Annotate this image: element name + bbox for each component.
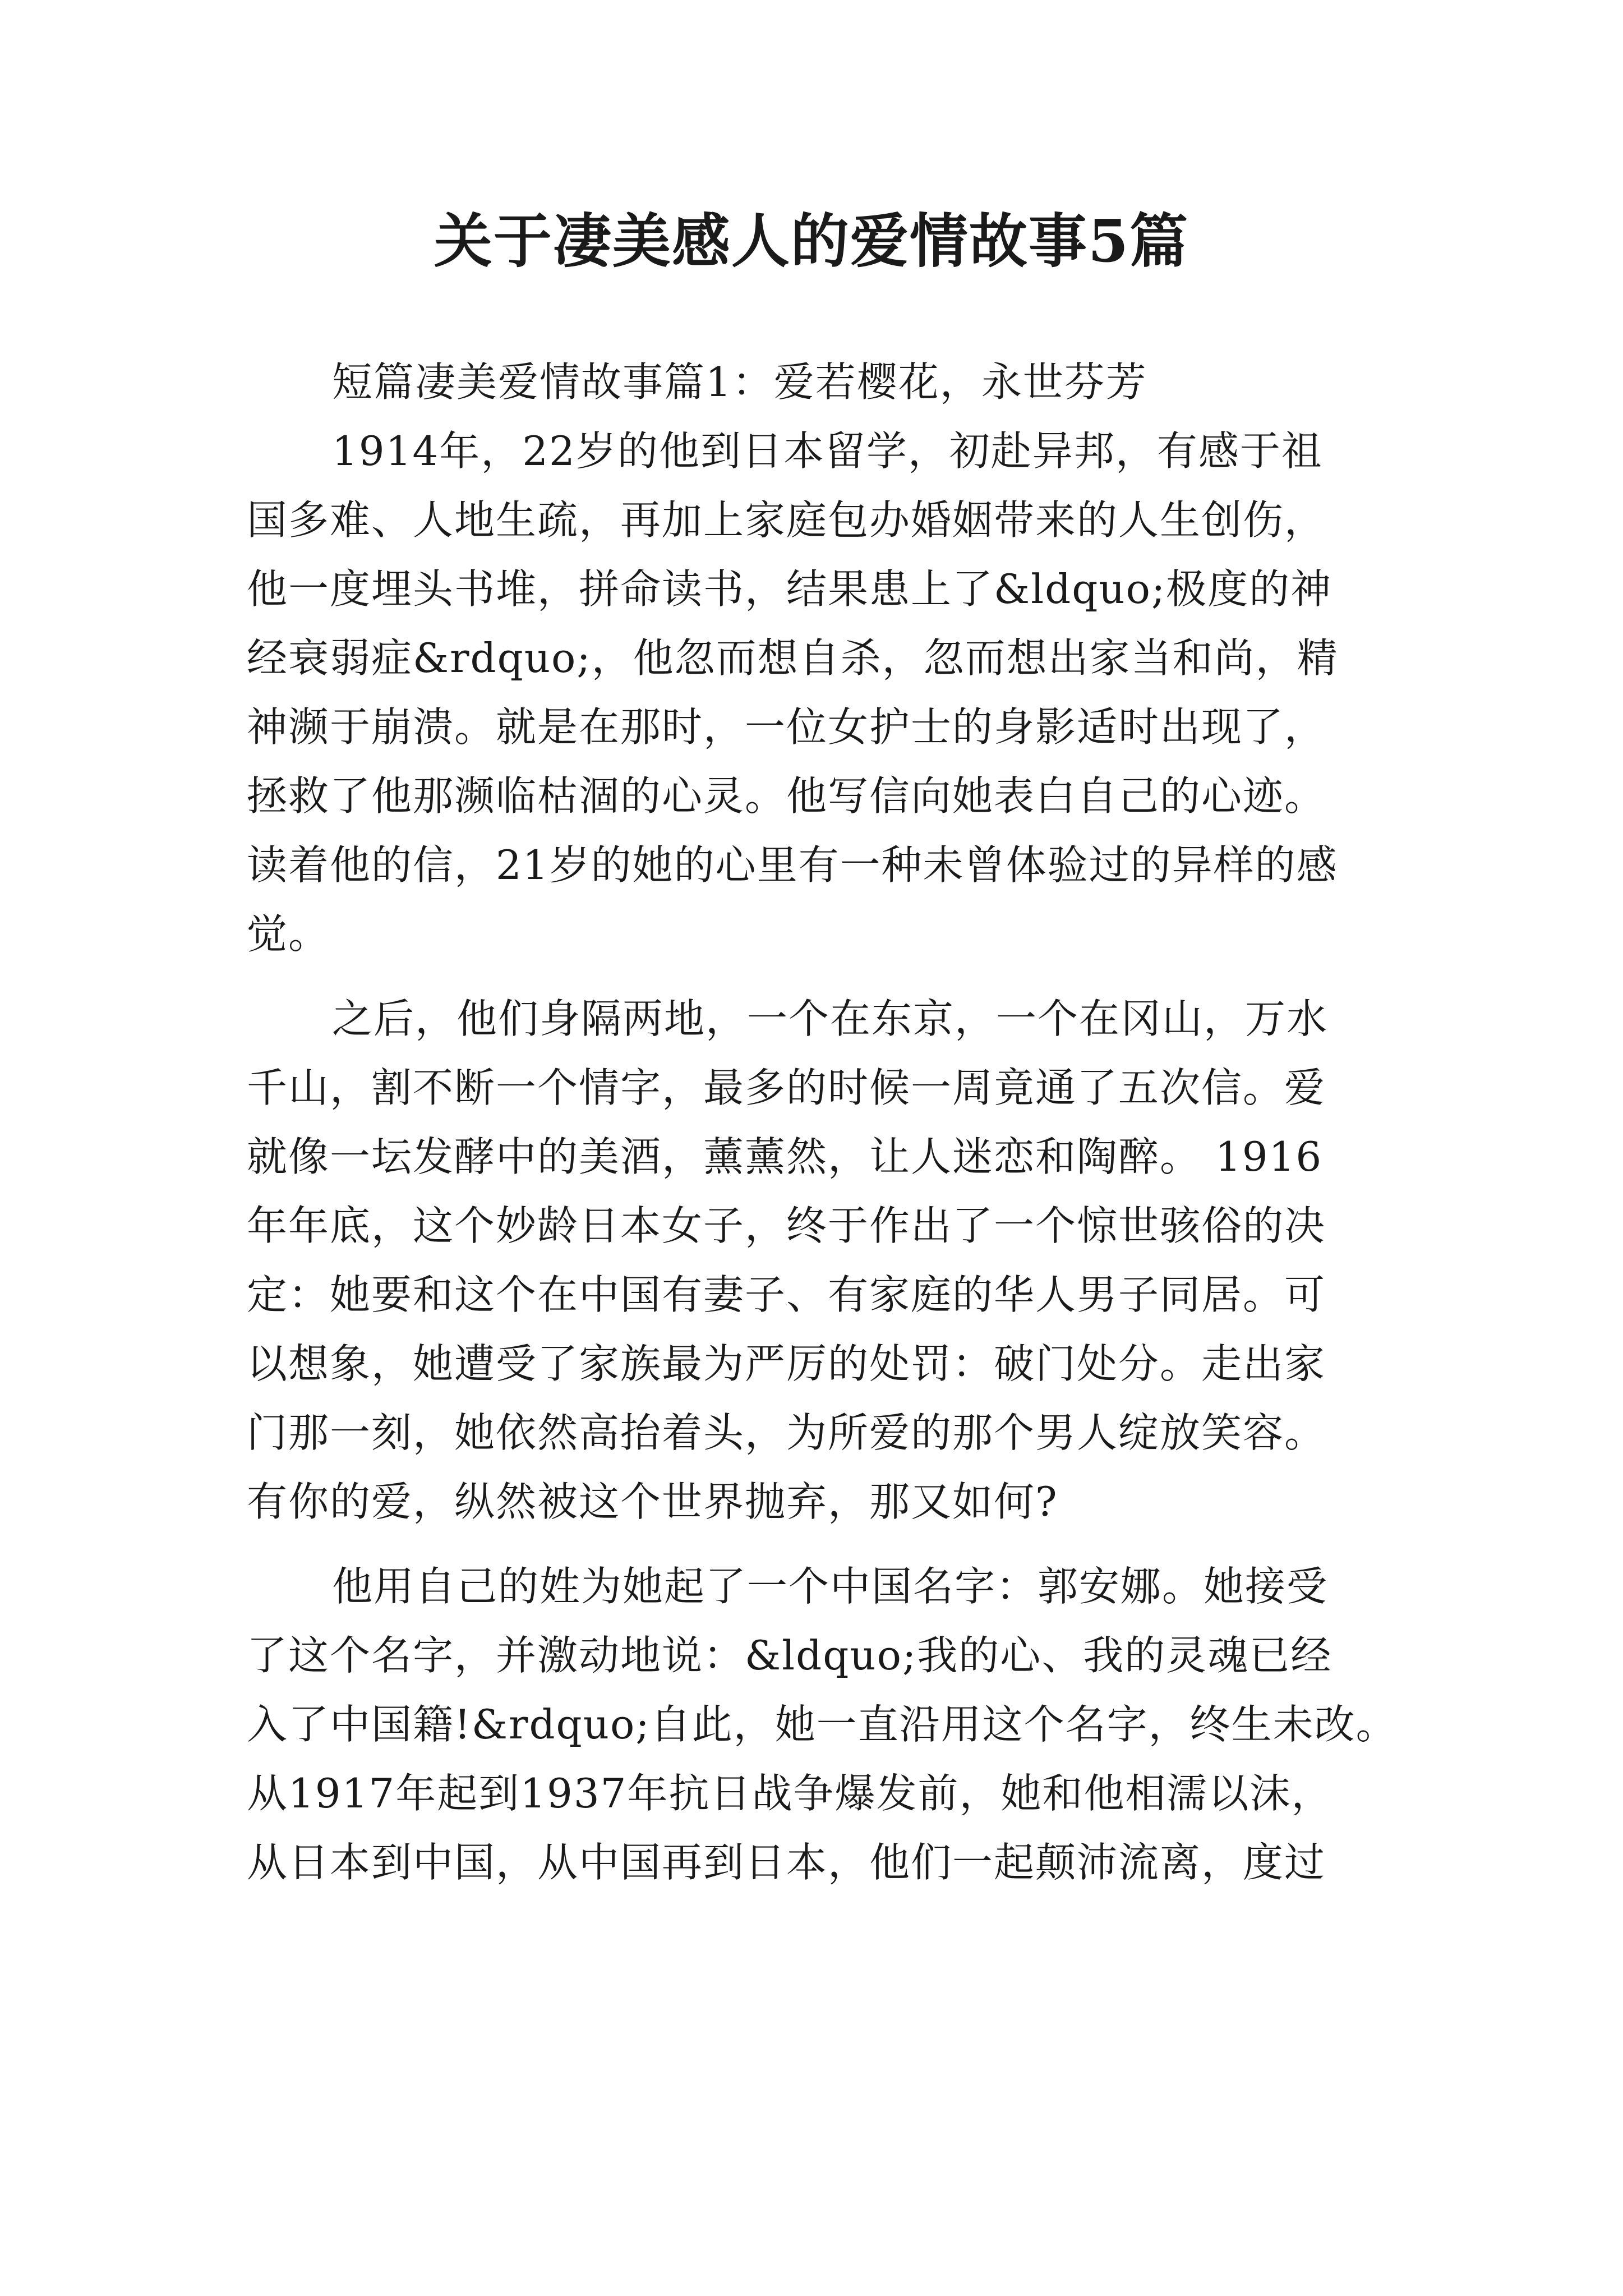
text-line: 入了中国籍!&rdquo;自此，她一直沿用这个名字，终生未改。	[247, 1701, 1398, 1748]
text-line: 有你的爱，纵然被这个世界抛弃，那又如何?	[247, 1478, 1058, 1525]
text-line: 千山，割不断一个情字，最多的时候一周竟通了五次信。爱	[247, 1064, 1326, 1111]
text-line: 以想象，她遭受了家族最为严厉的处罚：破门处分。走出家	[247, 1340, 1326, 1387]
text-line: 从1917年起到1937年抗日战争爆发前，她和他相濡以沫，	[247, 1770, 1333, 1817]
text-line: 觉。	[247, 910, 330, 958]
text-line: 就像一坛发酵中的美酒，薰薰然，让人迷恋和陶醉。 1916	[247, 1133, 1323, 1180]
text-line: 读着他的信，21岁的她的心里有一种未曾体验过的异样的感	[247, 841, 1338, 889]
text-line: 国多难、人地生疏，再加上家庭包办婚姻带来的人生创伤，	[247, 496, 1326, 544]
text-line: 从日本到中国，从中国再到日本，他们一起颠沛流离，度过	[247, 1839, 1326, 1886]
text-line: 门那一刻，她依然高抬着头，为所爱的那个男人绽放笑容。	[247, 1409, 1326, 1456]
text-line: 经衰弱症&rdquo;，他忽而想自杀，忽而想出家当和尚，精	[247, 634, 1339, 682]
text-line: 1914年，22岁的他到日本留学，初赴异邦，有感于祖	[332, 427, 1323, 475]
text-line: 定：她要和这个在中国有妻子、有家庭的华人男子同居。可	[247, 1271, 1326, 1318]
document-body	[247, 348, 1396, 1897]
text-line: 年年底，这个妙龄日本女子，终于作出了一个惊世骇俗的决	[247, 1202, 1326, 1249]
text-line: 他一度埋头书堆，拼命读书，结果患上了&ldquo;极度的神	[247, 565, 1332, 613]
text-line: 拯救了他那濒临枯涸的心灵。他写信向她表白自己的心迹。	[247, 772, 1326, 820]
text-line: 神濒于崩溃。就是在那时，一位女护士的身影适时出现了，	[247, 703, 1326, 751]
text-line: 短篇凄美爱情故事篇1：爱若樱花，永世芬芳	[332, 358, 1147, 406]
text-line: 之后，他们身隔两地，一个在东京，一个在冈山，万水	[332, 995, 1329, 1042]
text-line: 他用自己的姓为她起了一个中国名字：郭安娜。她接受	[332, 1563, 1329, 1610]
text-line: 了这个名字，并激动地说：&ldquo;我的心、我的灵魂已经	[247, 1632, 1332, 1679]
document-title: 关于凄美感人的爱情故事5篇	[434, 206, 1189, 275]
